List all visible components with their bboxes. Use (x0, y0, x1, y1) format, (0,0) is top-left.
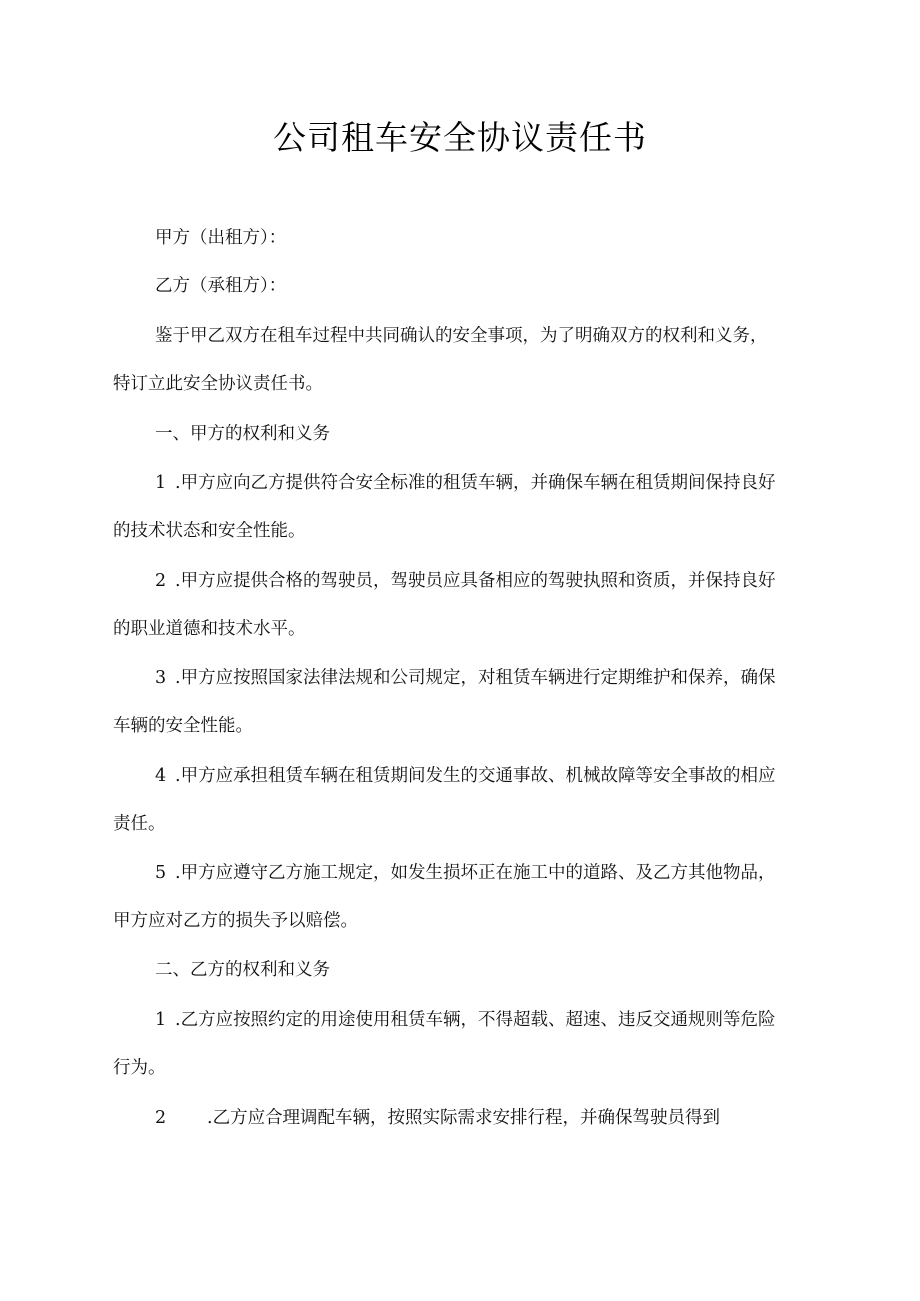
item-number: 1 (155, 473, 167, 493)
intro-line-1: 鉴于甲乙双方在租车过程中共同确认的安全事项，为了明确双方的权利和义务， (155, 326, 768, 346)
item-text: .甲方应承担租赁车辆在租赁期间发生的交通事故、机械故障等安全事故的相应 (175, 766, 776, 786)
section1-item-4-line-1 (155, 764, 776, 788)
section2-item-2-line-1 (155, 1106, 720, 1130)
section1-item-2-line-1 (155, 569, 776, 593)
section1-item-2-line-2: 的职业道德和技术水平。 (113, 619, 306, 639)
item-number: 5 (155, 863, 167, 883)
item-text: .甲方应遵守乙方施工规定，如发生损坏正在施工中的道路、及乙方其他物品， (175, 863, 776, 883)
party-a-line: 甲方（出租方）： (155, 228, 287, 248)
section1-item-1-line-2: 的技术状态和安全性能。 (113, 521, 306, 541)
item-number: 2 (155, 1108, 167, 1128)
item-number: 4 (155, 766, 167, 786)
item-number: 3 (155, 668, 167, 688)
item-text: .甲方应向乙方提供符合安全标准的租赁车辆，并确保车辆在租赁期间保持良好 (175, 473, 776, 493)
section1-item-4-line-2: 责任。 (113, 814, 166, 834)
document-title: 公司租车安全协议责任书 (273, 118, 647, 157)
item-text: .乙方应按照约定的用途使用租赁车辆，不得超载、超速、违反交通规则等危险 (175, 1010, 776, 1030)
item-text: .乙方应合理调配车辆，按照实际需求安排行程，并确保驾驶员得到 (207, 1108, 721, 1128)
party-b-line: 乙方（承租方）： (155, 276, 287, 296)
section1-heading: 一、甲方的权利和义务 (155, 424, 330, 444)
item-text: .甲方应按照国家法律法规和公司规定，对租赁车辆进行定期维护和保养，确保 (175, 668, 776, 688)
section2-item-1-line-1 (155, 1008, 776, 1032)
item-number: 2 (155, 571, 167, 591)
intro-line-2: 特订立此安全协议责任书。 (113, 374, 323, 394)
section1-item-5-line-2: 甲方应对乙方的损失予以赔偿。 (113, 911, 358, 931)
section2-heading: 二、乙方的权利和义务 (155, 960, 330, 980)
section1-item-1-line-1 (155, 471, 776, 495)
section1-item-3-line-2: 车辆的安全性能。 (113, 716, 253, 736)
section2-item-1-line-2: 行为。 (113, 1058, 166, 1078)
item-text: .甲方应提供合格的驾驶员，驾驶员应具备相应的驾驶执照和资质，并保持良好 (175, 571, 776, 591)
section1-item-5-line-1 (155, 861, 776, 885)
section1-item-3-line-1 (155, 666, 776, 690)
item-number: 1 (155, 1010, 167, 1030)
